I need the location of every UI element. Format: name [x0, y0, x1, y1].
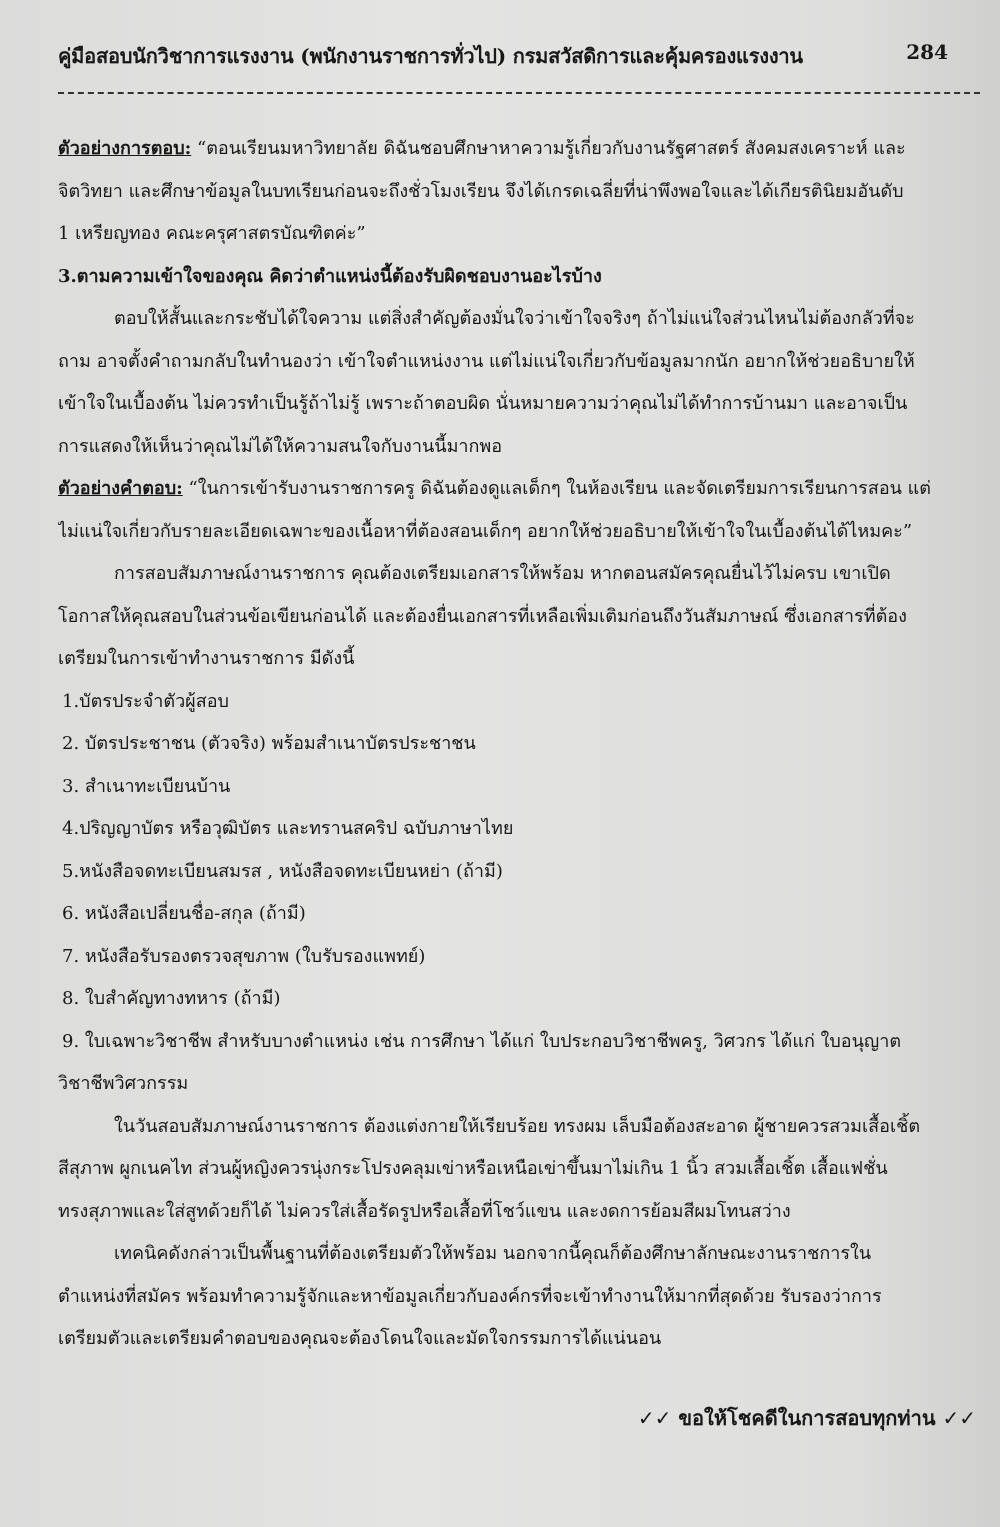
document-list-item: 9. ใบเฉพาะวิชาชีพ สำหรับบางตำแหน่ง เช่น การศึกษา ได้แก่ ใบประกอบวิชาชีพครู, วิศวกร ได้แก่ ใบอนุญาต: [62, 1030, 902, 1052]
paragraph-line: สีสุภาพ ผูกเนคไท ส่วนผู้หญิงควรนุ่งกระโปรงคลุมเข่าหรือเหนือเข่าขึ้นมาไม่เกิน 1 นิ้ว สวมเสื้อเชิ้ต เสื้อแฟชั่น: [58, 1158, 888, 1179]
example-answer-line: [58, 128, 986, 171]
page-number: 284: [906, 40, 948, 64]
document-list-item: 6. หนังสือเปลี่ยนชื่อ-สกุล (ถ้ามี): [62, 903, 306, 924]
paragraph-line: โอกาสให้คุณสอบในส่วนข้อเขียนก่อนได้ และต้องยื่นเอกสารที่เหลือเพิ่มเติมก่อนถึงวันสัมภาษณ์ ซึ่งเอกสารที่ต้อง: [58, 605, 907, 627]
example-text: “ในการเข้ารับงานราชการครู ดิฉันต้องดูแลเด็กๆ ในห้องเรียน และจัดเตรียมการเรียนการสอน แต่: [182, 478, 931, 499]
page-body: [58, 128, 986, 1439]
document-list-item: 3. สำเนาทะเบียนบ้าน: [62, 775, 231, 797]
paragraph-line: เตรียมตัวและเตรียมคำตอบของคุณจะต้องโดนใจและมัดใจกรรมการได้แน่นอน: [58, 1328, 662, 1349]
document-list-item-continuation: วิชาชีพวิศวกรรม: [58, 1073, 189, 1094]
example-answer-line: จิตวิทยา และศึกษาข้อมูลในบทเรียนก่อนจะถึงชั่วโมงเรียน จึงได้เกรดเฉลี่ยที่น่าพึงพอใจและได้เกียรตินิยมอันดับ: [58, 180, 904, 202]
document-list-item: 7. หนังสือรับรองตรวจสุขภาพ (ใบรับรองแพทย์): [62, 945, 426, 967]
page-header: [58, 40, 948, 74]
paragraph-line: ถาม อาจตั้งคำถามกลับในทำนองว่า เข้าใจตำแหน่งงาน แต่ไม่แน่ใจเกี่ยวกับข้อมูลมากนัก อยากให้ช่วยอธิบายให้: [58, 350, 915, 372]
paragraph-line: ตอบให้สั้นและกระชับได้ใจความ แต่สิ่งสำคัญต้องมั่นใจว่าเข้าใจจริงๆ ถ้าไม่แน่ใจส่วนไหนไม่ต้องกลัวที่จะ: [114, 308, 915, 329]
document-list-item: 5.หนังสือจดทะเบียนสมรส , หนังสือจดทะเบียนหย่า (ถ้ามี): [62, 860, 503, 882]
example-line: ไม่แน่ใจเกี่ยวกับรายละเอียดเฉพาะของเนื้อหาที่ต้องสอนเด็กๆ อยากให้ช่วยอธิบายให้เข้าใจในเบื้องต้นได้ไหมคะ”: [58, 520, 913, 542]
example-line: [58, 468, 986, 511]
header-divider: [58, 92, 980, 94]
example-label: ตัวอย่างคำตอบ:: [58, 478, 183, 499]
example-answer-text: “ตอนเรียนมหาวิทยาลัย ดิฉันชอบศึกษาหาความรู้เกี่ยวกับงานรัฐศาสตร์ สังคมสงเคราะห์ และ: [191, 138, 906, 159]
document-list-item: 2. บัตรประชาชน (ตัวจริง) พร้อมสำเนาบัตรประชาชน: [62, 733, 476, 754]
paragraph-line: เข้าใจในเบื้องต้น ไม่ควรทำเป็นรู้ถ้าไม่รู้ เพราะถ้าตอบผิด นั่นหมายความว่าคุณไม่ได้ทำการบ้านมา และอาจเป็น: [58, 393, 908, 414]
example-answer-label: ตัวอย่างการตอบ:: [58, 138, 192, 159]
document-list-item: 4.ปริญญาบัตร หรือวุฒิบัตร และทรานสคริป ฉบับภาษาไทย: [62, 818, 514, 839]
header-title: คู่มือสอบนักวิชาการแรงงาน (พนักงานราชการทั่วไป) กรมสวัสดิการและคุ้มครองแรงงาน: [58, 44, 803, 68]
paragraph-line: การสอบสัมภาษณ์งานราชการ คุณต้องเตรียมเอกสารให้พร้อม หากตอนสมัครคุณยื่นไว้ไม่ครบ เขาเปิด: [114, 563, 891, 584]
paragraph-line: ทรงสุภาพและใส่สูทด้วยก็ได้ ไม่ควรใส่เสื้อรัดรูปหรือเสื้อที่โชว์แขน และงดการย้อมสีผมโทนสว่าง: [58, 1200, 791, 1222]
symbol-right: ✓✓: [942, 1405, 976, 1430]
spacer: [58, 1361, 986, 1397]
paragraph-line: เทคนิคดังกล่าวเป็นพื้นฐานที่ต้องเตรียมตัวให้พร้อม นอกจากนี้คุณก็ต้องศึกษาลักษณะงานราชการใน: [114, 1243, 872, 1264]
document-list-item: 8. ใบสำคัญทางทหาร (ถ้ามี): [62, 988, 281, 1009]
paragraph-line: ในวันสอบสัมภาษณ์งานราชการ ต้องแต่งกายให้เรียบร้อย ทรงผม เล็บมือต้องสะอาด ผู้ชายควรสวมเสื้อเชิ้ต: [114, 1115, 921, 1137]
example-answer-line: 1 เหรียญทอง คณะครุศาสตรบัณฑิตค่ะ”: [58, 223, 366, 244]
paragraph-line: เตรียมในการเข้าทำงานราชการ มีดังนี้: [58, 648, 355, 669]
paragraph-line: การแสดงให้เห็นว่าคุณไม่ได้ให้ความสนใจกับงานนี้มากพอ: [58, 435, 503, 457]
closing-text: ขอให้โชคดีในการสอบทุกท่าน: [678, 1405, 936, 1430]
document-list-item: 1.บัตรประจำตัวผู้สอบ: [62, 690, 229, 712]
paragraph-line: ตำแหน่งที่สมัคร พร้อมทำความรู้จักและหาข้อมูลเกี่ยวกับองค์กรที่จะเข้าทำงานให้มากที่สุดด้วย รับรองว่าการ: [58, 1285, 882, 1307]
symbol-left: ✓✓: [637, 1405, 672, 1430]
closing-line: [58, 1397, 986, 1440]
section-3-heading: 3.ตามความเข้าใจของคุณ คิดว่าตำแหน่งนี้ต้องรับผิดชอบงานอะไรบ้าง: [58, 265, 602, 287]
